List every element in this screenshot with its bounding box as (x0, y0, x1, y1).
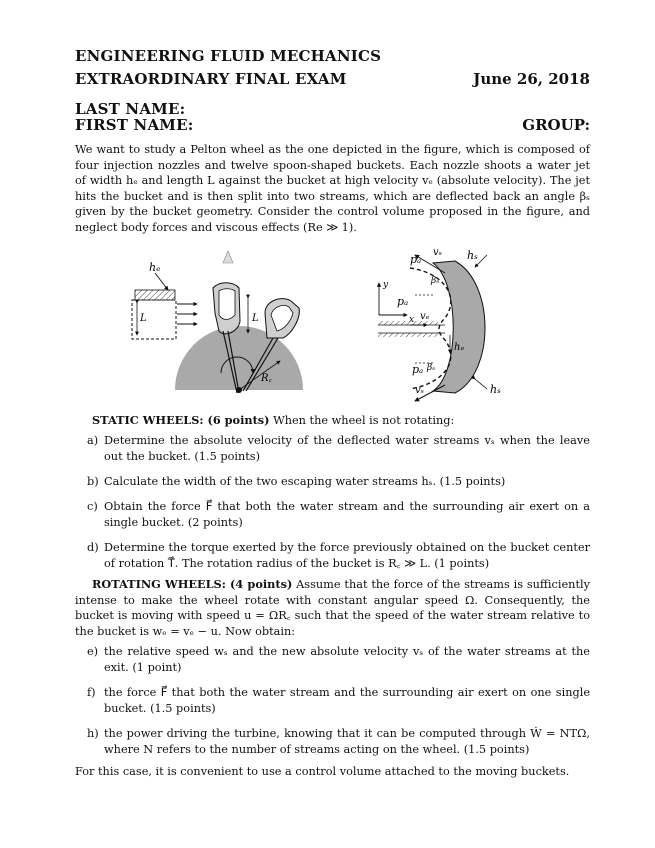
label-ve: vₑ (420, 311, 430, 322)
question-c-label: c) (87, 500, 98, 513)
problem-statement: We want to study a Pelton wheel as the one depicted in the figure, which is composed of four injection nozzles and twelve spoon-shaped buckets. Each nozzle shoots a water jet of width hₑ and length L against the bucket at high velocity vₑ (absolute velocity). The jet hits the bucket and is then split into two streams, which are deflected back an angle βₛ given by the bucket geometry. Consider the control volume proposed in the figure, and neglect body forces and viscous effects (Re ≫ 1). (75, 143, 590, 234)
question-b (87, 474, 590, 490)
static-lead: When the wheel is not rotating: (273, 414, 455, 427)
footer-note: For this case, it is convenient to use a control volume attached to the moving buckets. (75, 765, 570, 778)
right-figure (378, 247, 501, 401)
question-h-text: the power driving the turbine, knowing that it can be computed through Ẇ = NTΩ, where N refers to the number of streams acting on the wheel. (1.5 points) (104, 727, 590, 756)
rotating-section (75, 577, 590, 639)
label-L1: L (140, 313, 147, 324)
group-label: GROUP: (522, 116, 590, 134)
label-pa-mid: pₐ (397, 295, 409, 308)
label-pa-top: pₐ (410, 253, 422, 266)
question-h (87, 726, 590, 757)
rotating-title: ROTATING WHEELS: (4 points) (92, 577, 293, 591)
exam-date: June 26, 2018 (473, 70, 590, 88)
label-vs-bot: vₛ (415, 385, 425, 396)
question-b-text: Calculate the width of the two escaping water streams hₛ. (1.5 points) (104, 475, 506, 488)
question-f-label: f) (87, 686, 96, 699)
label-hs-top: hₛ (467, 249, 478, 262)
question-f-text: the force F⃗ that both the water stream and the surrounding air exert on one single bucket. (1.5 points) (104, 686, 590, 715)
question-d-text: Determine the torque exerted by the force previously obtained on the bucket center of rotation T⃗. The rotation radius of the bucket is R꜀ ≫ L. (1 points) (104, 541, 590, 570)
label-vs-top: vₛ (433, 247, 443, 258)
label-pa-bot: pₐ (412, 363, 424, 376)
label-hs-bot: hₛ (490, 383, 501, 396)
question-c (87, 499, 590, 530)
question-c-text: Obtain the force F⃗ that both the water stream and the surrounding air exert on a single bucket. (2 points) (104, 500, 590, 529)
static-title: STATIC WHEELS: (6 points) (92, 413, 270, 427)
question-d (87, 540, 590, 571)
last-name-label: LAST NAME: (75, 100, 186, 118)
static-section-heading (92, 413, 590, 429)
bucket-section (433, 261, 485, 393)
exam-title: EXTRAORDINARY FINAL EXAM (75, 70, 347, 88)
question-a-label: a) (87, 434, 99, 447)
label-y: y (383, 280, 389, 290)
left-figure (132, 251, 303, 393)
label-x: x (409, 315, 415, 325)
label-beta-top: βₛ (431, 276, 440, 286)
question-e (87, 644, 590, 675)
nozzle-block (135, 290, 175, 300)
jet-control-volume (132, 300, 176, 339)
question-h-label: h) (87, 727, 99, 740)
question-f (87, 685, 590, 716)
question-b-label: b) (87, 475, 99, 488)
incoming-jet-lower (378, 333, 438, 337)
rotating-lead: Assume that the force of the streams is sufficiently intense to make the wheel rotate with constant angular speed Ω. Consequently, the bucket is moving with speed u = ΩR꜀ such that the speed of the water stream relative to the bucket is wₑ = vₑ − u. Now obtain: (75, 578, 590, 638)
question-a (87, 433, 590, 464)
label-beta-bot: βₛ (427, 363, 436, 373)
first-name-label: FIRST NAME: (75, 116, 194, 134)
question-a-text: Determine the absolute velocity of the deflected water streams vₛ when the leave out the bucket. (1.5 points) (104, 434, 590, 463)
label-he: hₑ (149, 261, 161, 274)
course-title: ENGINEERING FLUID MECHANICS (75, 47, 382, 65)
label-L2: L (252, 313, 259, 324)
question-e-label: e) (87, 645, 99, 658)
label-Rc: R꜀ (261, 373, 272, 384)
question-d-label: d) (87, 541, 99, 554)
pelton-wheel-figure (115, 243, 545, 403)
question-e-text: the relative speed wₛ and the new absolute velocity vₛ of the water streams at the exit. (1 point) (104, 645, 590, 674)
label-he-right: hₑ (454, 342, 465, 353)
